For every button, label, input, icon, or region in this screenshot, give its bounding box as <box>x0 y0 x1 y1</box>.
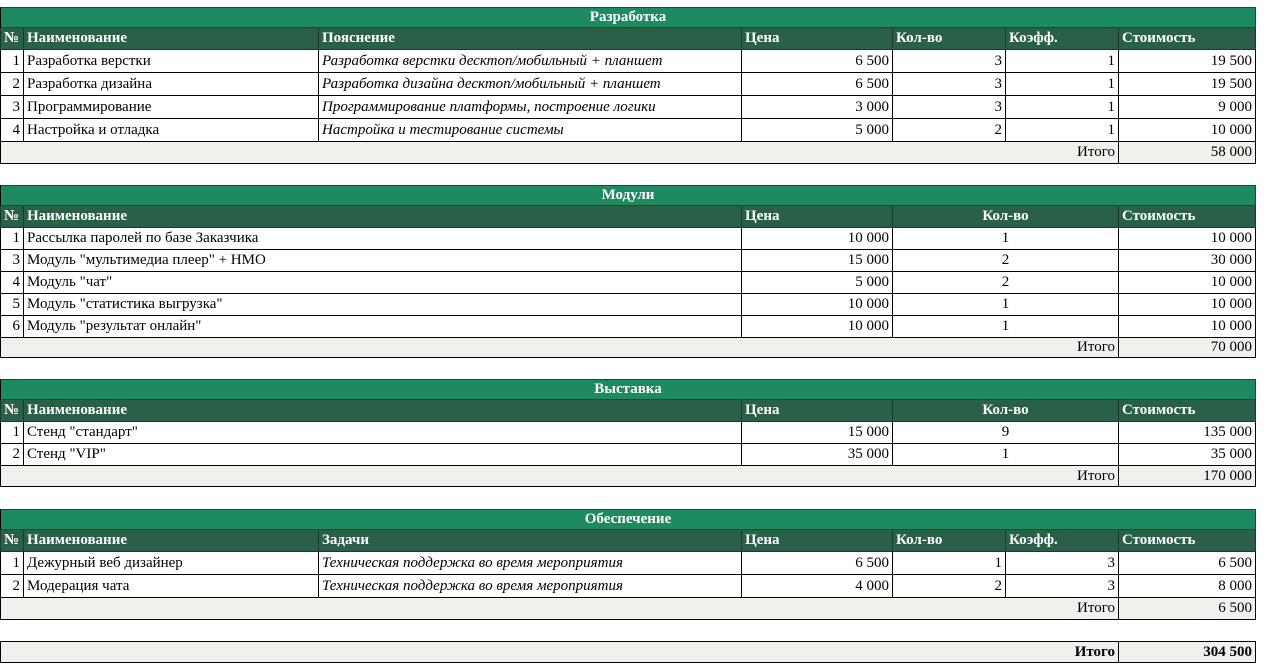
cell-price[interactable]: 10 000 <box>742 228 893 250</box>
grand-total-row <box>0 641 1256 663</box>
cell-price[interactable]: 10 000 <box>742 294 893 316</box>
cell-quantity[interactable]: 3 <box>893 96 1006 119</box>
cell-number[interactable]: 2 <box>0 444 24 466</box>
cell-quantity[interactable]: 3 <box>893 50 1006 73</box>
cell-coefficient[interactable]: 1 <box>1006 73 1119 96</box>
cell-name[interactable]: Рассылка паролей по базе Заказчика <box>24 228 742 250</box>
cell-description[interactable]: Разработка верстки десктоп/мобильный + планшет <box>319 50 742 73</box>
total-row <box>0 598 1256 620</box>
cell-name[interactable]: Модуль "мультимедиа плеер" + НМО <box>24 250 742 272</box>
column-header-quantity: Кол-во <box>893 28 1006 50</box>
cell-coefficient[interactable]: 1 <box>1006 119 1119 142</box>
column-header-quantity: Кол-во <box>893 206 1119 228</box>
cell-quantity[interactable]: 9 <box>893 422 1119 444</box>
column-header-number: № <box>0 28 24 50</box>
cell-name[interactable]: Стенд "VIP" <box>24 444 742 466</box>
section-title: Выставка <box>0 379 1256 400</box>
table-header-row <box>0 530 1256 552</box>
cell-name[interactable]: Разработка верстки <box>24 50 319 73</box>
column-header-number: № <box>0 206 24 228</box>
cell-quantity[interactable]: 1 <box>893 552 1006 575</box>
column-header-cost: Стоимость <box>1119 530 1256 552</box>
cell-cost[interactable]: 8 000 <box>1119 575 1256 598</box>
cell-name[interactable]: Разработка дизайна <box>24 73 319 96</box>
column-header-tasks: Задачи <box>319 530 742 552</box>
cell-name[interactable]: Модуль "статистика выгрузка" <box>24 294 742 316</box>
column-header-description: Пояснение <box>319 28 742 50</box>
cell-description[interactable]: Программирование платформы, построение логики <box>319 96 742 119</box>
table-row[interactable] <box>0 272 1256 294</box>
cell-name[interactable]: Модуль "чат" <box>24 272 742 294</box>
column-header-name: Наименование <box>24 400 742 422</box>
cell-quantity[interactable]: 2 <box>893 272 1119 294</box>
column-header-price: Цена <box>742 530 893 552</box>
table-row[interactable] <box>0 316 1256 338</box>
cell-cost[interactable]: 9 000 <box>1119 96 1256 119</box>
cell-tasks[interactable]: Техническая поддержка во время мероприятия <box>319 575 742 598</box>
cell-cost[interactable]: 6 500 <box>1119 552 1256 575</box>
cell-cost[interactable]: 10 000 <box>1119 316 1256 338</box>
cell-cost[interactable]: 19 500 <box>1119 73 1256 96</box>
cell-price[interactable]: 4 000 <box>742 575 893 598</box>
cell-number[interactable]: 3 <box>0 96 24 119</box>
table-row[interactable] <box>0 250 1256 272</box>
total-row <box>0 338 1256 358</box>
section-title-row <box>0 379 1256 400</box>
cell-price[interactable]: 5 000 <box>742 272 893 294</box>
total-row <box>0 142 1256 164</box>
total-row <box>0 466 1256 487</box>
section-title: Модули <box>0 185 1256 206</box>
cell-cost[interactable]: 35 000 <box>1119 444 1256 466</box>
column-header-number: № <box>0 400 24 422</box>
section-title: Разработка <box>0 7 1256 28</box>
total-value[interactable]: 170 000 <box>1119 466 1256 487</box>
cell-price[interactable]: 15 000 <box>742 422 893 444</box>
cell-number[interactable]: 1 <box>0 50 24 73</box>
cell-cost[interactable]: 10 000 <box>1119 294 1256 316</box>
cell-price[interactable]: 6 500 <box>742 73 893 96</box>
cell-cost[interactable]: 135 000 <box>1119 422 1256 444</box>
cell-number[interactable]: 1 <box>0 552 24 575</box>
table-row[interactable] <box>0 422 1256 444</box>
column-header-cost: Стоимость <box>1119 400 1256 422</box>
cell-price[interactable]: 35 000 <box>742 444 893 466</box>
cell-price[interactable]: 5 000 <box>742 119 893 142</box>
cell-price[interactable]: 6 500 <box>742 552 893 575</box>
cell-cost[interactable]: 30 000 <box>1119 250 1256 272</box>
cell-quantity[interactable]: 2 <box>893 250 1119 272</box>
cell-quantity[interactable]: 1 <box>893 316 1119 338</box>
cell-tasks[interactable]: Техническая поддержка во время мероприятия <box>319 552 742 575</box>
cell-name[interactable]: Программирование <box>24 96 319 119</box>
column-header-quantity: Кол-во <box>893 530 1006 552</box>
column-header-cost: Стоимость <box>1119 28 1256 50</box>
table-row[interactable] <box>0 575 1256 598</box>
cell-number[interactable]: 1 <box>0 422 24 444</box>
table-row[interactable] <box>0 444 1256 466</box>
column-header-name: Наименование <box>24 28 319 50</box>
section-title-row <box>0 7 1256 28</box>
table-header-row <box>0 28 1256 50</box>
cell-name[interactable]: Дежурный веб дизайнер <box>24 552 319 575</box>
cell-quantity[interactable]: 1 <box>893 444 1119 466</box>
cell-cost[interactable]: 19 500 <box>1119 50 1256 73</box>
grand-total-label: Итого <box>0 641 1119 663</box>
total-value[interactable]: 58 000 <box>1119 142 1256 164</box>
column-header-name: Наименование <box>24 530 319 552</box>
table-header-row <box>0 206 1256 228</box>
cell-number[interactable]: 1 <box>0 228 24 250</box>
table-row[interactable] <box>0 228 1256 250</box>
column-header-coefficient: Коэфф. <box>1006 28 1119 50</box>
cell-price[interactable]: 3 000 <box>742 96 893 119</box>
cell-name[interactable]: Модуль "результат онлайн" <box>24 316 742 338</box>
table-row[interactable] <box>0 96 1256 119</box>
cell-cost[interactable]: 10 000 <box>1119 272 1256 294</box>
column-header-name: Наименование <box>24 206 742 228</box>
table-row[interactable] <box>0 294 1256 316</box>
table-row[interactable] <box>0 73 1256 96</box>
cell-number[interactable]: 4 <box>0 119 24 142</box>
cell-name[interactable]: Стенд "стандарт" <box>24 422 742 444</box>
cell-cost[interactable]: 10 000 <box>1119 119 1256 142</box>
cell-price[interactable]: 6 500 <box>742 50 893 73</box>
cell-quantity[interactable]: 2 <box>893 119 1006 142</box>
grand-total-value[interactable]: 304 500 <box>1119 641 1256 663</box>
cell-number[interactable]: 3 <box>0 250 24 272</box>
cell-coefficient[interactable]: 1 <box>1006 96 1119 119</box>
cell-number[interactable]: 2 <box>0 575 24 598</box>
total-label: Итого <box>0 338 1119 358</box>
cell-price[interactable]: 15 000 <box>742 250 893 272</box>
section-title: Обеспечение <box>0 509 1256 530</box>
cell-number[interactable]: 2 <box>0 73 24 96</box>
column-header-cost: Стоимость <box>1119 206 1256 228</box>
cell-quantity[interactable]: 2 <box>893 575 1006 598</box>
table-row[interactable] <box>0 552 1256 575</box>
cell-coefficient[interactable]: 3 <box>1006 575 1119 598</box>
cell-name[interactable]: Настройка и отладка <box>24 119 319 142</box>
cell-quantity[interactable]: 3 <box>893 73 1006 96</box>
column-header-price: Цена <box>742 206 893 228</box>
column-header-price: Цена <box>742 28 893 50</box>
table-row[interactable] <box>0 119 1256 142</box>
cell-quantity[interactable]: 1 <box>893 294 1119 316</box>
section-title-row <box>0 509 1256 530</box>
cell-coefficient[interactable]: 3 <box>1006 552 1119 575</box>
column-header-price: Цена <box>742 400 893 422</box>
total-value[interactable]: 6 500 <box>1119 598 1256 620</box>
cell-coefficient[interactable]: 1 <box>1006 50 1119 73</box>
total-label: Итого <box>0 598 1119 620</box>
column-header-number: № <box>0 530 24 552</box>
column-header-coefficient: Коэфф. <box>1006 530 1119 552</box>
table-row[interactable] <box>0 50 1256 73</box>
cell-description[interactable]: Разработка дизайна десктоп/мобильный + планшет <box>319 73 742 96</box>
cell-number[interactable]: 4 <box>0 272 24 294</box>
total-value[interactable]: 70 000 <box>1119 338 1256 358</box>
cell-quantity[interactable]: 1 <box>893 228 1119 250</box>
total-label: Итого <box>0 142 1119 164</box>
total-label: Итого <box>0 466 1119 487</box>
cell-description[interactable]: Настройка и тестирование системы <box>319 119 742 142</box>
cell-price[interactable]: 10 000 <box>742 316 893 338</box>
cell-number[interactable]: 6 <box>0 316 24 338</box>
section-title-row <box>0 185 1256 206</box>
cell-name[interactable]: Модерация чата <box>24 575 319 598</box>
cell-cost[interactable]: 10 000 <box>1119 228 1256 250</box>
cell-number[interactable]: 5 <box>0 294 24 316</box>
column-header-quantity: Кол-во <box>893 400 1119 422</box>
table-header-row <box>0 400 1256 422</box>
